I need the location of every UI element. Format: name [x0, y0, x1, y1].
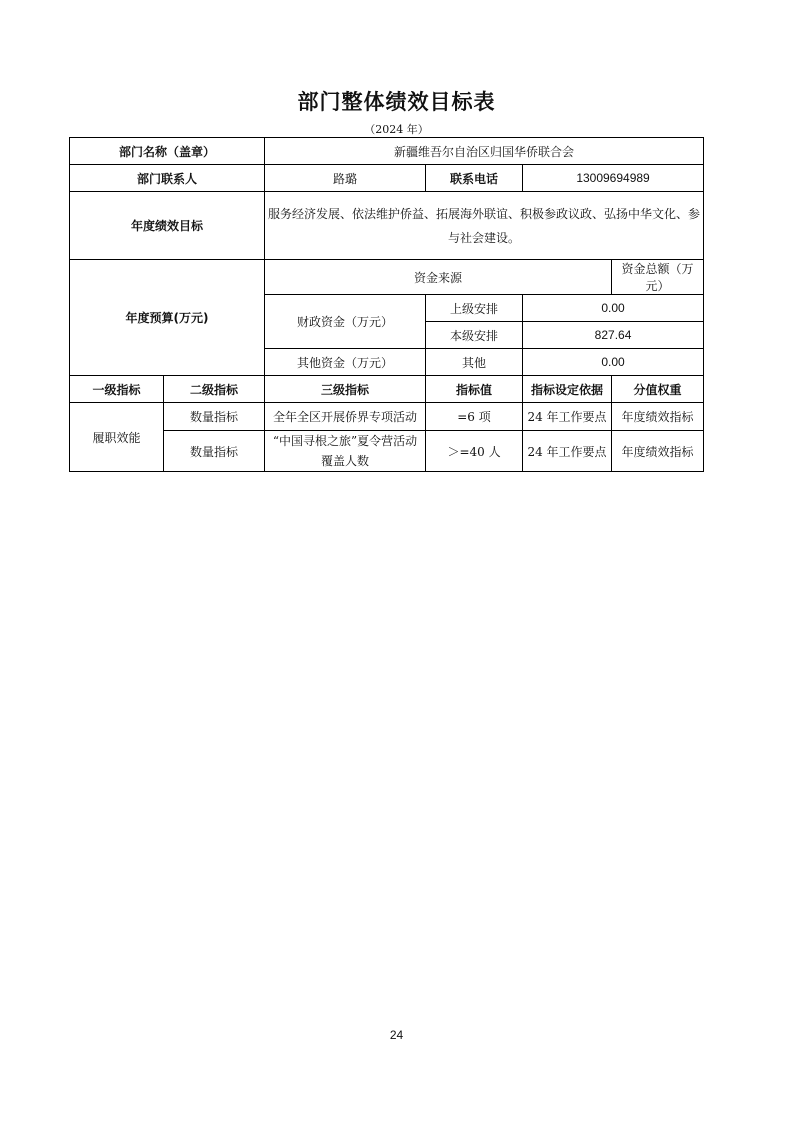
- goal-row: [70, 192, 704, 260]
- goal-text: 服务经济发展、依法维护侨益、拓展海外联谊、积极参政议政、弘扬中华文化、参与社会建设。: [265, 192, 704, 260]
- dept-contact-row: [70, 165, 704, 192]
- dept-name-row: [70, 138, 704, 165]
- level3-indicator: 全年全区开展侨界专项活动: [265, 403, 426, 431]
- level2-indicator: 数量指标: [164, 403, 265, 431]
- year-subtitle: （2024 年）: [364, 123, 429, 136]
- upper-arrangement-value: 0.00: [523, 295, 704, 322]
- indicator-row: [70, 403, 704, 431]
- level3-indicator: “中国寻根之旅”夏令营活动覆盖人数: [265, 431, 426, 472]
- local-arrangement-label: 本级安排: [426, 322, 523, 349]
- indicator-weight: 年度绩效指标: [612, 431, 704, 472]
- dept-name-label: 部门名称（盖章）: [70, 138, 265, 165]
- contact-value: 路璐: [265, 165, 426, 192]
- fiscal-funds-label: 财政资金（万元）: [265, 295, 426, 349]
- upper-arrangement-label: 上级安排: [426, 295, 523, 322]
- header-value: 指标值: [426, 376, 523, 403]
- other-funds-label: 其他资金（万元）: [265, 349, 426, 376]
- local-arrangement-value: 827.64: [523, 322, 704, 349]
- performance-goal-table: [69, 137, 704, 472]
- level2-indicator: 数量指标: [164, 431, 265, 472]
- phone-value: 13009694989: [523, 165, 704, 192]
- indicator-value: ＞=40 人: [426, 431, 523, 472]
- phone-label: 联系电话: [426, 165, 523, 192]
- header-level1: 一级指标: [70, 376, 164, 403]
- indicator-value: =6 项: [426, 403, 523, 431]
- indicator-row: [70, 431, 704, 472]
- goal-label: 年度绩效目标: [70, 192, 265, 260]
- contact-label: 部门联系人: [70, 165, 265, 192]
- header-basis: 指标设定依据: [523, 376, 612, 403]
- indicator-weight: 年度绩效指标: [612, 403, 704, 431]
- dept-name-value: 新疆维吾尔自治区归国华侨联合会: [265, 138, 704, 165]
- other-sub-label: 其他: [426, 349, 523, 376]
- budget-header-row: [70, 260, 704, 295]
- header-level3: 三级指标: [265, 376, 426, 403]
- indicator-basis: 24 年工作要点: [523, 431, 612, 472]
- header-weight: 分值权重: [612, 376, 704, 403]
- page-title: 部门整体绩效目标表: [297, 90, 496, 114]
- indicator-header-row: [70, 376, 704, 403]
- level1-indicator: 履职效能: [70, 403, 164, 472]
- total-header: 资金总额（万元）: [612, 260, 704, 295]
- indicator-basis: 24 年工作要点: [523, 403, 612, 431]
- header-level2: 二级指标: [164, 376, 265, 403]
- source-header: 资金来源: [265, 260, 612, 295]
- other-funds-value: 0.00: [523, 349, 704, 376]
- page-number: 24: [389, 1028, 404, 1042]
- budget-label: 年度预算(万元): [70, 260, 265, 376]
